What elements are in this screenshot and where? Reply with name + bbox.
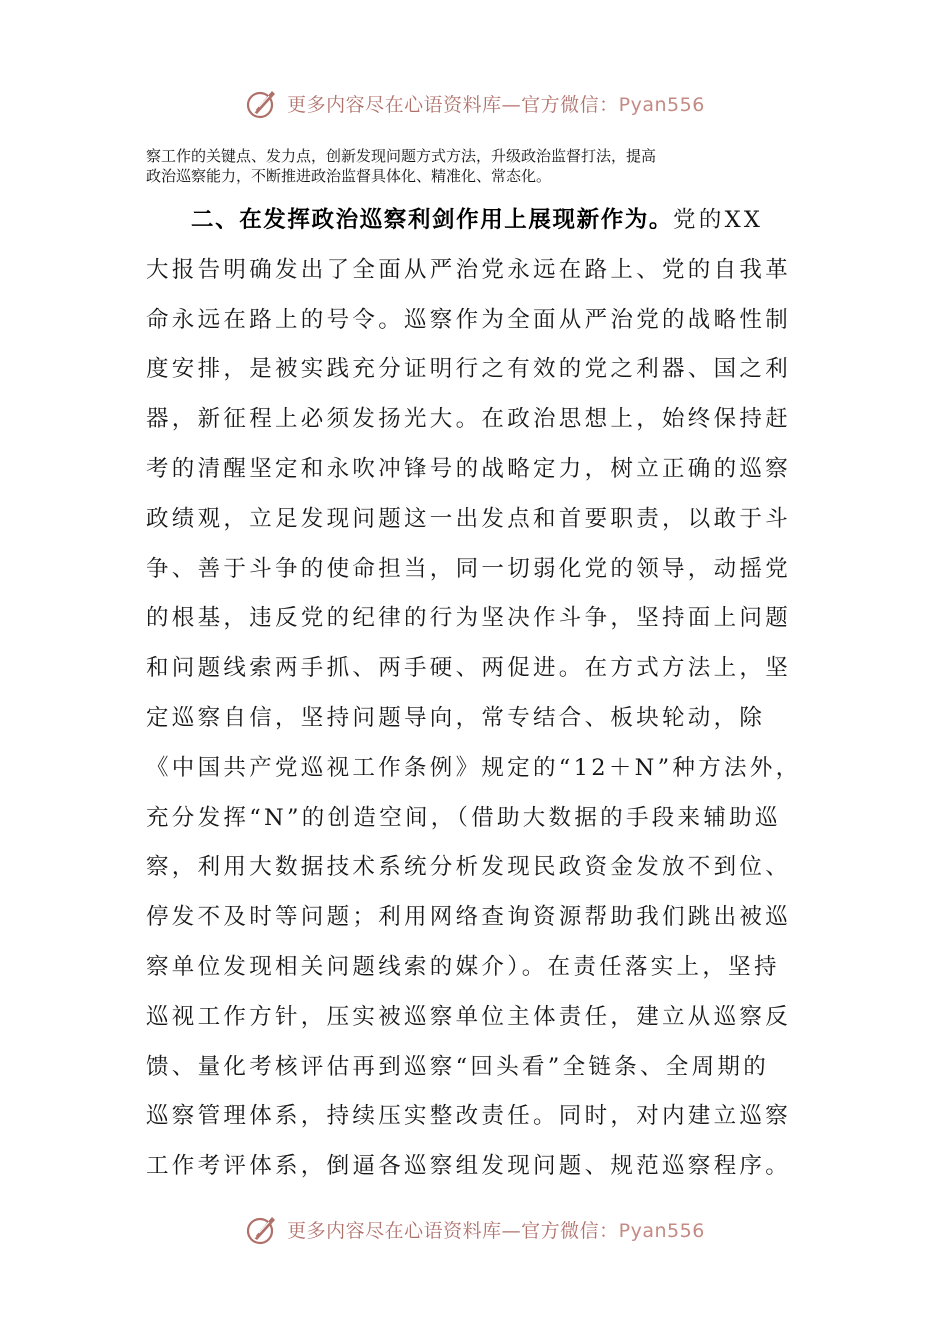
paragraph-line: 工作考评体系，倒逼各巡察组发现问题、规范巡察程序。 bbox=[146, 1153, 792, 1180]
header-watermark bbox=[0, 83, 950, 123]
paragraph-line: 馈、量化考核评估再到巡察“回头看”全链条、全周期的 bbox=[146, 1053, 770, 1080]
intro-paragraph bbox=[146, 146, 806, 186]
paragraph-line: 考的清醒坚定和永吹冲锋号的战略定力，树立正确的巡察 bbox=[146, 455, 792, 482]
paragraph-line: 命永远在路上的号令。巡察作为全面从严治党的战略性制 bbox=[146, 306, 792, 333]
paragraph-line: 度安排，是被实践充分证明行之有效的党之利器、国之利 bbox=[146, 356, 792, 383]
paragraph-line: 巡视工作方针，压实被巡察单位主体责任，建立从巡察反 bbox=[146, 1003, 792, 1030]
watermark-text: 更多内容尽在心语资料库—官方微信：Pyan556 bbox=[287, 1219, 705, 1242]
paragraph-line: 大报告明确发出了全面从严治党永远在路上、党的自我革 bbox=[146, 256, 792, 283]
pen-quill-circle-icon bbox=[245, 86, 279, 120]
paragraph-line: 察，利用大数据技术系统分析发现民政资金发放不到位、 bbox=[146, 854, 792, 881]
paragraph-line: 《中国共产党巡视工作条例》规定的“12＋N”种方法外， bbox=[146, 754, 802, 781]
paragraph-line: 的根基，违反党的纪律的行为坚决作斗争，坚持面上问题 bbox=[146, 605, 792, 632]
paragraph-line: 巡察管理体系，持续压实整改责任。同时，对内建立巡察 bbox=[146, 1103, 792, 1130]
paragraph-line: 和问题线索两手抓、两手硬、两促进。在方式方法上，坚 bbox=[146, 655, 792, 682]
paragraph-line: 停发不及时等问题；利用网络查询资源帮助我们跳出被巡 bbox=[146, 904, 792, 931]
section-heading: 二、在发挥政治巡察利剑作用上展现新作为。 bbox=[191, 207, 674, 233]
paragraph-line: 定巡察自信，坚持问题导向，常专结合、板块轮动，除 bbox=[146, 704, 766, 731]
pen-quill-circle-icon bbox=[245, 1212, 279, 1246]
paragraph-line: 器，新征程上必须发扬光大。在政治思想上，始终保持赶 bbox=[146, 406, 792, 433]
section-paragraph bbox=[146, 196, 806, 1192]
footer-watermark bbox=[0, 1209, 950, 1249]
intro-line: 察工作的关键点、发力点，创新发现问题方式方法，升级政治监督打法，提高 bbox=[146, 147, 657, 165]
paragraph-line: 争、善于斗争的使命担当，同一切弱化党的领导，动摇党 bbox=[146, 555, 792, 582]
paragraph-line: 充分发挥“N”的创造空间，（借助大数据的手段来辅助巡 bbox=[146, 804, 781, 831]
paragraph-first-line bbox=[146, 196, 806, 246]
first-line-rest: 党的XX bbox=[673, 207, 764, 233]
intro-line: 政治巡察能力，不断推进政治监督具体化、精准化、常态化。 bbox=[146, 167, 552, 185]
paragraph-line: 政绩观，立足发现问题这一出发点和首要职责，以敢于斗 bbox=[146, 505, 792, 532]
watermark-text: 更多内容尽在心语资料库—官方微信：Pyan556 bbox=[287, 93, 705, 116]
paragraph-line: 察单位发现相关问题线索的媒介）。在责任落实上，坚持 bbox=[146, 953, 780, 980]
